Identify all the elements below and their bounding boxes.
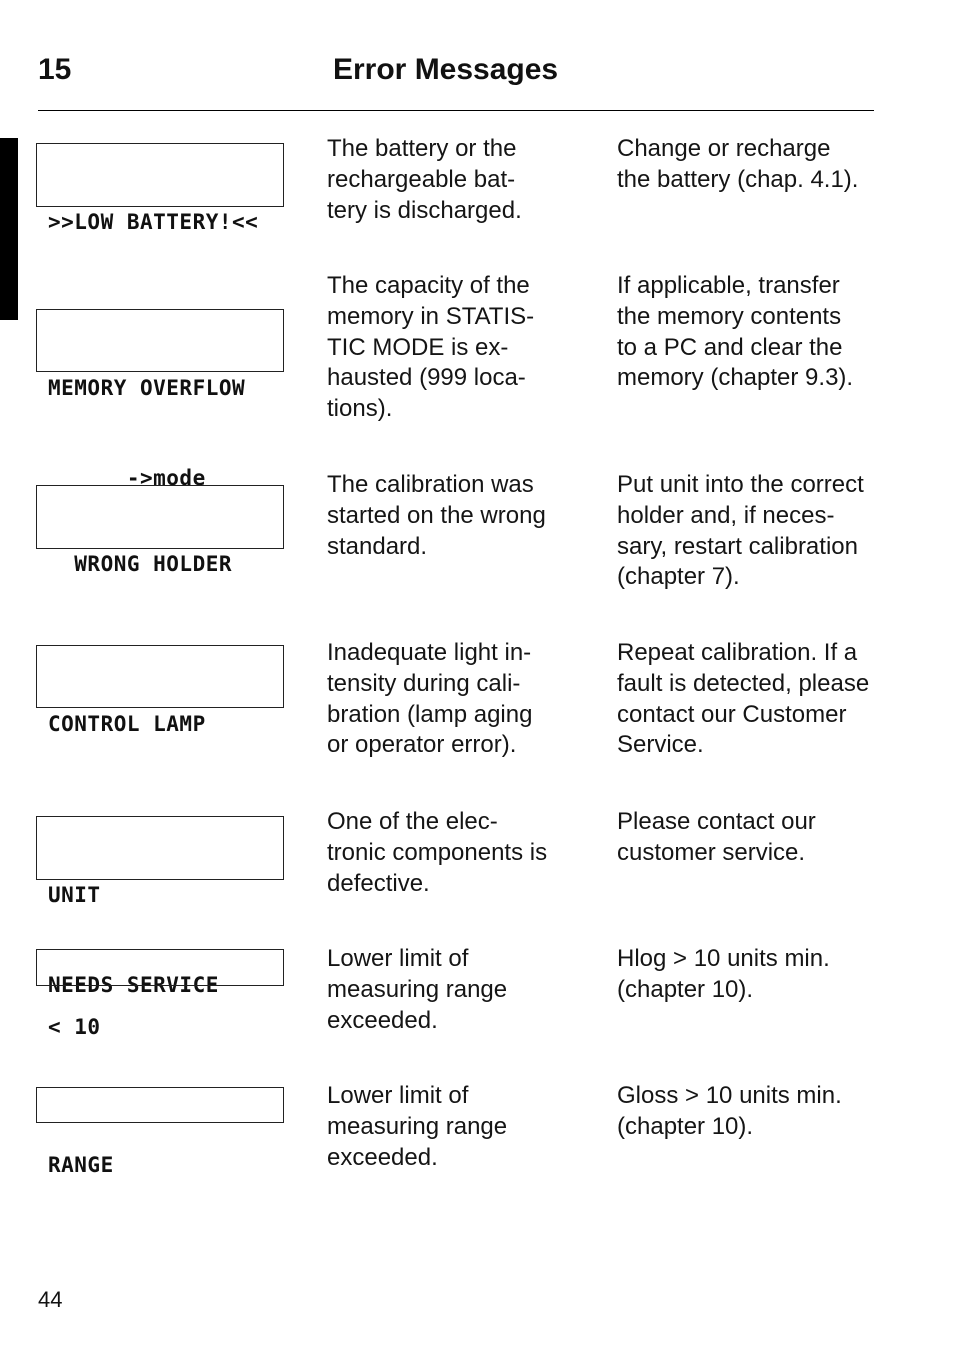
lcd-display — [36, 949, 284, 1039]
lcd-line: WRONG HOLDER — [48, 552, 233, 576]
remedy-line: If applicable, transfer — [617, 272, 840, 299]
error-remedy — [617, 807, 917, 869]
cause-line: hausted (999 loca- — [327, 364, 526, 392]
cause-line: tensity during cali- — [327, 669, 521, 697]
chapter-title: Error Messages — [333, 53, 559, 86]
cause-line: exceeded. — [327, 1143, 438, 1171]
lcd-line: ->mode — [48, 466, 206, 490]
cause-line: exceeded. — [327, 1006, 438, 1034]
chapter-side-tab — [0, 138, 18, 320]
lcd-line: < 10 — [48, 1015, 101, 1039]
remedy-line: fault is detected, please — [617, 669, 870, 697]
remedy-line: the memory contents — [617, 302, 842, 330]
cause-line: started on the wrong — [327, 501, 546, 529]
cause-line: rechargeable bat- — [327, 165, 516, 193]
lcd-display — [36, 485, 284, 576]
error-cause — [327, 134, 587, 226]
cause-line: TIC MODE is ex- — [327, 333, 509, 361]
remedy-line: sary, restart calibration — [617, 532, 858, 560]
remedy-line: Hlog > 10 units min. — [617, 945, 830, 972]
cause-line: The calibration was — [327, 471, 534, 498]
cause-line: defective. — [327, 869, 430, 897]
page-number: 44 — [38, 1287, 63, 1312]
cause-line: memory in STATIS- — [327, 302, 535, 330]
cause-line: measuring range — [327, 975, 508, 1003]
error-remedy — [617, 944, 917, 1006]
error-cause — [327, 1081, 587, 1173]
cause-line: tions). — [327, 395, 393, 423]
error-cause — [327, 944, 587, 1036]
remedy-line: customer service. — [617, 838, 806, 866]
remedy-line: memory (chapter 9.3). — [617, 364, 854, 392]
error-cause — [327, 638, 587, 761]
remedy-line: (chapter 10). — [617, 1112, 754, 1140]
cause-line: One of the elec- — [327, 808, 498, 835]
remedy-line: holder and, if neces- — [617, 501, 835, 529]
error-remedy — [617, 1081, 917, 1143]
remedy-line: Gloss > 10 units min. — [617, 1082, 842, 1109]
error-cause — [327, 271, 587, 425]
remedy-line: (chapter 7). — [617, 563, 740, 591]
lcd-display — [36, 309, 284, 490]
remedy-line: (chapter 10). — [617, 975, 754, 1003]
remedy-line: the battery (chap. 4.1). — [617, 165, 859, 193]
error-remedy — [617, 134, 917, 196]
cause-line: or operator error). — [327, 731, 517, 759]
cause-line: tery is discharged. — [327, 196, 522, 224]
header-divider — [38, 110, 874, 111]
cause-line: The battery or the — [327, 135, 517, 162]
cause-line: measuring range — [327, 1112, 508, 1140]
error-remedy — [617, 638, 917, 761]
lcd-display — [36, 143, 284, 234]
cause-line: Lower limit of — [327, 945, 469, 972]
remedy-line: Service. — [617, 731, 704, 759]
remedy-line: Repeat calibration. If a — [617, 639, 858, 666]
lcd-line: NEEDS SERVICE — [48, 973, 219, 997]
lcd-line: UNIT — [48, 883, 101, 907]
lcd-display — [36, 1087, 284, 1177]
cause-line: bration (lamp aging — [327, 700, 533, 728]
lcd-line: RANGE — [48, 1153, 114, 1177]
chapter-number: 15 — [38, 53, 72, 86]
error-remedy — [617, 470, 917, 593]
cause-line: standard. — [327, 532, 428, 560]
cause-line: Inadequate light in- — [327, 639, 532, 666]
cause-line: Lower limit of — [327, 1082, 469, 1109]
remedy-line: contact our Customer — [617, 700, 847, 728]
error-remedy — [617, 271, 917, 394]
remedy-line: Change or recharge — [617, 135, 831, 162]
lcd-display — [36, 645, 284, 736]
lcd-line: >>LOW BATTERY!<< — [48, 210, 259, 234]
remedy-line: Put unit into the correct — [617, 471, 864, 498]
lcd-line: CONTROL LAMP — [48, 712, 206, 736]
remedy-line: Please contact our — [617, 808, 816, 835]
lcd-display — [36, 816, 284, 997]
error-cause — [327, 807, 587, 899]
cause-line: tronic components is — [327, 838, 548, 866]
error-cause — [327, 470, 587, 562]
cause-line: The capacity of the — [327, 272, 530, 299]
lcd-line: MEMORY OVERFLOW — [48, 376, 246, 400]
remedy-line: to a PC and clear the — [617, 333, 843, 361]
